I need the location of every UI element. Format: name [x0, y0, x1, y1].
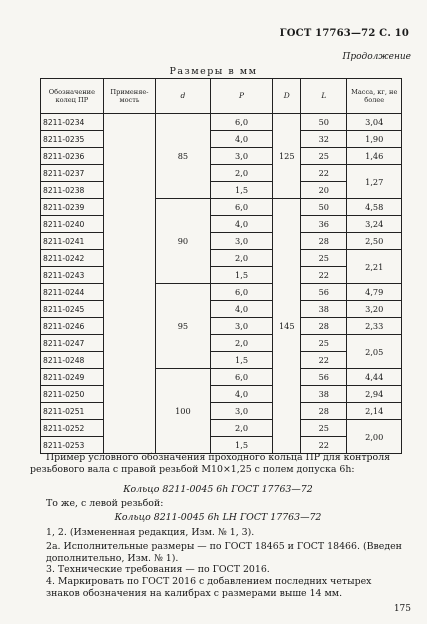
row-code: 8211-0252: [41, 420, 104, 437]
table-row: [41, 148, 402, 165]
pitch-value: 4,0: [210, 216, 273, 233]
pitch-value: 2,0: [210, 250, 273, 267]
length-value: 28: [301, 403, 347, 420]
pitch-value: 3,0: [210, 403, 273, 420]
d-value: 100: [156, 369, 211, 454]
d-value: 85: [156, 114, 211, 199]
pitch-value: 3,0: [210, 233, 273, 250]
table-row: [41, 233, 402, 250]
table-row: [41, 386, 402, 403]
row-code: 8211-0236: [41, 148, 104, 165]
table-row: [41, 301, 402, 318]
dimensions-table: [40, 78, 402, 454]
row-code: 8211-0242: [41, 250, 104, 267]
pitch-value: 3,0: [210, 318, 273, 335]
mass-value-merged: 2,00: [347, 420, 402, 454]
length-value: 56: [301, 284, 347, 301]
length-value: 25: [301, 420, 347, 437]
row-code: 8211-0246: [41, 318, 104, 335]
pitch-value: 6,0: [210, 369, 273, 386]
left-thread-note: То же, с левой резьбой:: [46, 498, 164, 509]
header-applicability: Применяе-мость: [103, 79, 155, 114]
note-2a: 2а. Исполнительные размеры — по ГОСТ 18465 и ГОСТ 18466. (Введен дополнительно, Изм. № 1).: [46, 541, 402, 564]
length-value: 22: [301, 437, 347, 454]
row-code: 8211-0238: [41, 182, 104, 199]
row-code: 8211-0239: [41, 199, 104, 216]
length-value: 28: [301, 233, 347, 250]
pitch-value: 2,0: [210, 335, 273, 352]
table-row: [41, 403, 402, 420]
pitch-value: 4,0: [210, 301, 273, 318]
note-4: 4. Маркировать по ГОСТ 2016 с добавлением последних четырех знаков обозначения на калибрах с размерами выше 14 мм.: [46, 576, 372, 599]
header-mass: Масса, кг, не более: [347, 79, 402, 114]
length-value: 50: [301, 114, 347, 131]
row-code: 8211-0235: [41, 131, 104, 148]
row-code: 8211-0243: [41, 267, 104, 284]
note-1: 1, 2. (Измененная редакция, Изм. № 1, 3).: [46, 527, 255, 538]
row-code: 8211-0249: [41, 369, 104, 386]
note-3: 3. Технические требования — по ГОСТ 2016.: [46, 564, 270, 575]
pitch-value: 3,0: [210, 148, 273, 165]
page-number: 175: [393, 604, 411, 614]
header-d: d: [156, 79, 211, 114]
table-row: [41, 318, 402, 335]
mass-value: 4,44: [347, 369, 402, 386]
pitch-value: 1,5: [210, 267, 273, 284]
table-row: [41, 284, 402, 301]
d-value: 90: [156, 199, 211, 284]
pitch-value: 1,5: [210, 352, 273, 369]
table-header-row: [41, 79, 402, 114]
header-code: Обозначение колец ПР: [41, 79, 104, 114]
header-D: D: [273, 79, 301, 114]
outer-diameter: 125: [273, 114, 301, 199]
table-row: [41, 199, 402, 216]
applicability-cell: [103, 114, 155, 454]
row-code: 8211-0244: [41, 284, 104, 301]
pitch-value: 4,0: [210, 386, 273, 403]
row-code: 8211-0245: [41, 301, 104, 318]
pitch-value: 1,5: [210, 437, 273, 454]
mass-value: 3,24: [347, 216, 402, 233]
row-code: 8211-0240: [41, 216, 104, 233]
pitch-value: 1,5: [210, 182, 273, 199]
mass-value: 4,79: [347, 284, 402, 301]
table-row: [41, 369, 402, 386]
header-l: L: [301, 79, 347, 114]
length-value: 38: [301, 301, 347, 318]
example-intro: Пример условного обозначения проходного кольца ПР для контроля резьбового вала с правой резьбой M10×1,25 с полем допуска 6h:: [30, 452, 391, 475]
length-value: 38: [301, 386, 347, 403]
mass-value: 1,90: [347, 131, 402, 148]
row-code: 8211-0253: [41, 437, 104, 454]
row-code: 8211-0251: [41, 403, 104, 420]
length-value: 22: [301, 267, 347, 284]
example-designation-2: Кольцо 8211-0045 6h LH ГОСТ 17763—72: [114, 512, 322, 523]
mass-value-merged: 2,05: [347, 335, 402, 369]
row-code: 8211-0234: [41, 114, 104, 131]
mass-value: 3,04: [347, 114, 402, 131]
row-code: 8211-0237: [41, 165, 104, 182]
header-p: P: [210, 79, 273, 114]
example-designation-1: Кольцо 8211-0045 6h ГОСТ 17763—72: [123, 484, 313, 495]
row-code: 8211-0247: [41, 335, 104, 352]
length-value: 25: [301, 250, 347, 267]
length-value: 56: [301, 369, 347, 386]
table-row: [41, 114, 402, 131]
pitch-value: 4,0: [210, 131, 273, 148]
mass-value: 2,33: [347, 318, 402, 335]
table-row: [41, 131, 402, 148]
mass-value: 3,20: [347, 301, 402, 318]
table-row: [41, 335, 402, 352]
row-code: 8211-0248: [41, 352, 104, 369]
mass-value: 1,46: [347, 148, 402, 165]
table-row: [41, 165, 402, 182]
document-header: ГОСТ 17763—72 С. 10: [279, 28, 409, 39]
d-value: 95: [156, 284, 211, 369]
continued-label: Продолжение: [342, 52, 411, 62]
pitch-value: 2,0: [210, 165, 273, 182]
length-value: 22: [301, 352, 347, 369]
row-code: 8211-0250: [41, 386, 104, 403]
length-value: 25: [301, 335, 347, 352]
length-value: 20: [301, 182, 347, 199]
mass-value: 2,14: [347, 403, 402, 420]
table-row: [41, 420, 402, 437]
pitch-value: 2,0: [210, 420, 273, 437]
outer-diameter: 145: [273, 199, 301, 454]
mass-value-merged: 1,27: [347, 165, 402, 199]
length-value: 36: [301, 216, 347, 233]
row-code: 8211-0241: [41, 233, 104, 250]
table-caption: Размеры в мм: [169, 66, 258, 77]
mass-value: 2,94: [347, 386, 402, 403]
mass-value: 4,58: [347, 199, 402, 216]
mass-value: 2,50: [347, 233, 402, 250]
mass-value-merged: 2,21: [347, 250, 402, 284]
length-value: 28: [301, 318, 347, 335]
length-value: 50: [301, 199, 347, 216]
length-value: 25: [301, 148, 347, 165]
pitch-value: 6,0: [210, 114, 273, 131]
pitch-value: 6,0: [210, 199, 273, 216]
table-row: [41, 250, 402, 267]
length-value: 22: [301, 165, 347, 182]
length-value: 32: [301, 131, 347, 148]
pitch-value: 6,0: [210, 284, 273, 301]
table-row: [41, 216, 402, 233]
